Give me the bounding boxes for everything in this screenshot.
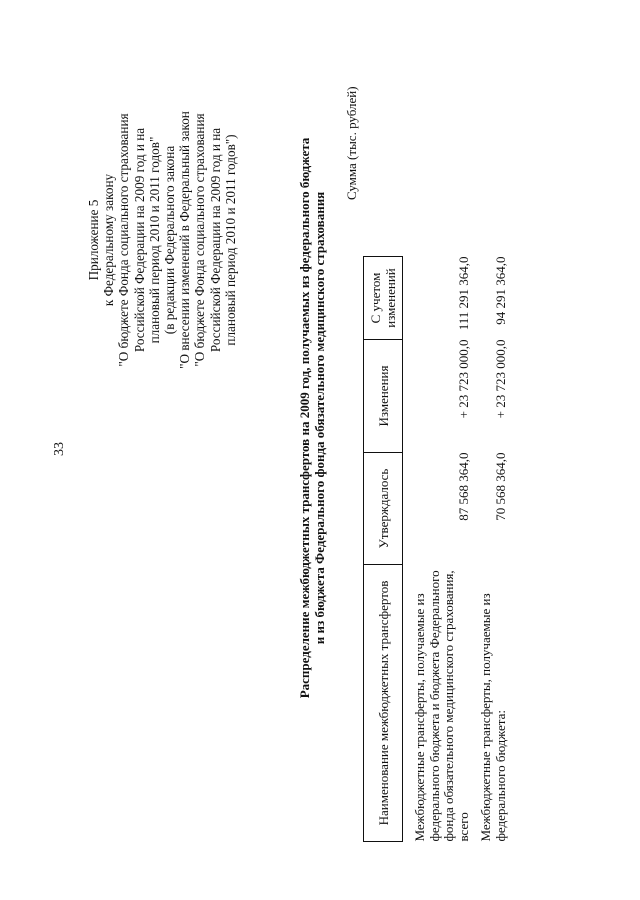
appendix-line: "О бюджете Фонда социального страхования [192, 113, 208, 367]
appendix-line: плановый период 2010 и 2011 годов") [222, 134, 238, 346]
header-approved: Утверждалось [364, 453, 403, 565]
appendix-line: Российской Федерации на 2009 год и на [207, 127, 223, 353]
page-number: 33 [52, 442, 67, 456]
appendix-line: "О бюджете Фонда социального страхования [116, 113, 132, 367]
row-approved: 87 568 364,0 [455, 452, 471, 521]
appendix-line: Приложение 5 [86, 199, 101, 281]
appendix-line: Российской Федерации на 2009 год и на [131, 127, 147, 353]
table-row [403, 257, 472, 842]
row-name: Межбюджетные трансферты, получаемые из федерального бюджета и бюджета Федерального фонда обязательного медицинского страхования, всего [412, 570, 471, 842]
row-change: + 23 723 000,0 [455, 339, 471, 419]
row-total: 111 291 364,0 [455, 256, 471, 331]
appendix-line: (в редакции Федерального закона [162, 145, 178, 335]
row-change: + 23 723 000,0 [492, 339, 508, 419]
table-header-row [364, 257, 403, 842]
row-approved: 70 568 364,0 [492, 452, 508, 521]
appendix-line: плановый период 2010 и 2011 годов" [146, 136, 162, 344]
appendix-heading [86, 80, 238, 400]
transfers-table [363, 256, 508, 842]
document-title [297, 0, 327, 900]
title-line: и из бюджета Федерального фонда обязательного медицинского страхования [312, 191, 327, 645]
header-total: С учетом изменений [364, 257, 403, 340]
header-name: Наименование межбюджетных трансфертов [364, 565, 403, 842]
table-row [471, 257, 508, 842]
units-label: Сумма (тыс. рублей) [344, 86, 359, 200]
appendix-line: "О внесении изменений в Федеральный закон [177, 111, 193, 369]
row-name: Межбюджетные трансферты, получаемые из федерального бюджета: [478, 593, 508, 842]
appendix-line: к Федеральному закону [101, 173, 117, 307]
title-line: Распределение межбюджетных трансфертов на 2009 год, получаемых из федерального бюджета [297, 137, 312, 699]
row-total: 94 291 364,0 [492, 256, 508, 325]
header-change: Изменения [364, 340, 403, 453]
